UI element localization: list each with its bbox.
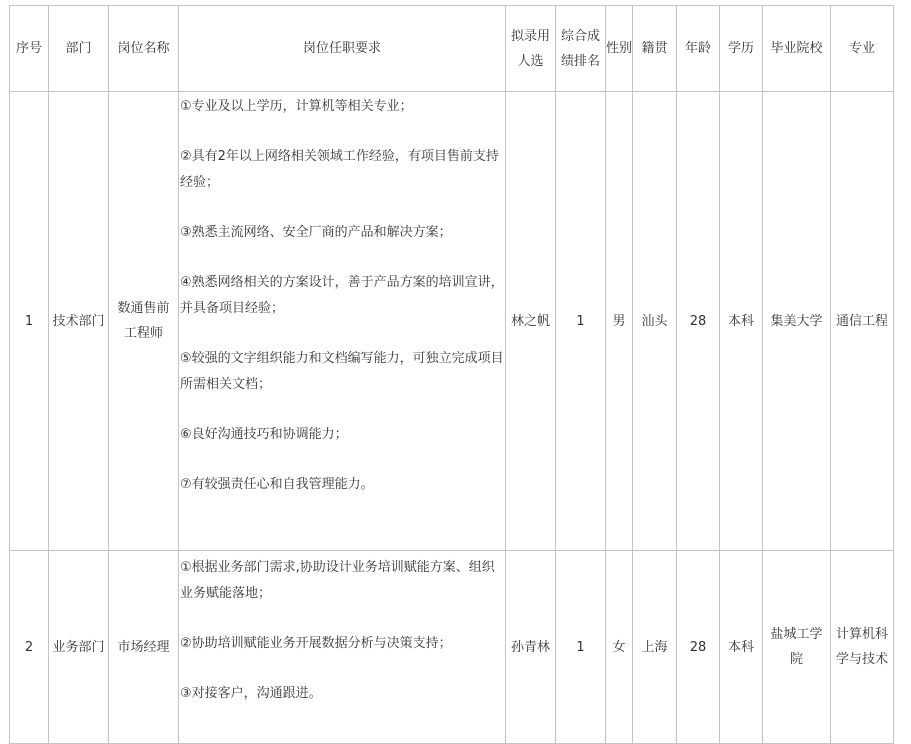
cell-education: 本科 [720, 551, 763, 744]
cell-major: 通信工程 [831, 92, 894, 551]
header-age: 年龄 [677, 6, 720, 92]
header-rank: 综合成绩排名 [556, 6, 606, 92]
cell-school: 盐城工学院 [763, 551, 831, 744]
cell-dept: 技术部门 [49, 92, 109, 551]
hiring-table [9, 5, 894, 744]
cell-candidate: 孙青林 [506, 551, 556, 744]
cell-gender: 女 [606, 551, 633, 744]
cell-position: 数通售前工程师 [109, 92, 179, 551]
requirement-item: ④熟悉网络相关的方案设计，善于产品方案的培训宣讲，并具备项目经验； [180, 275, 504, 316]
cell-position: 市场经理 [109, 551, 179, 744]
header-seq: 序号 [10, 6, 49, 92]
cell-major: 计算机科学与技术 [831, 551, 894, 744]
header-dept: 部门 [49, 6, 109, 92]
requirement-item: ①专业及以上学历，计算机等相关专业； [180, 99, 413, 114]
table-row [10, 551, 894, 744]
cell-seq: 2 [10, 551, 49, 744]
header-origin: 籍贯 [633, 6, 677, 92]
header-education: 学历 [720, 6, 763, 92]
header-school: 毕业院校 [763, 6, 831, 92]
header-candidate: 拟录用人选 [506, 6, 556, 92]
cell-age: 28 [677, 92, 720, 551]
header-row [10, 6, 894, 92]
requirement-item: ②具有2年以上网络相关领域工作经验，有项目售前支持经验； [180, 149, 499, 190]
cell-requirements [179, 551, 506, 744]
requirement-item: ③对接客户，沟通跟进。 [180, 686, 322, 701]
requirement-item: ③熟悉主流网络、安全厂商的产品和解决方案； [180, 225, 452, 240]
header-requirements: 岗位任职要求 [179, 6, 506, 92]
header-gender: 性别 [606, 6, 633, 92]
table-row [10, 92, 894, 551]
cell-gender: 男 [606, 92, 633, 551]
cell-rank: 1 [556, 551, 606, 744]
cell-candidate: 林之帆 [506, 92, 556, 551]
header-major: 专业 [831, 6, 894, 92]
cell-requirements [179, 92, 506, 551]
requirement-item: ⑥良好沟通技巧和协调能力； [180, 427, 348, 442]
requirement-item: ⑦有较强责任心和自我管理能力。 [180, 477, 374, 492]
cell-age: 28 [677, 551, 720, 744]
cell-rank: 1 [556, 92, 606, 551]
cell-seq: 1 [10, 92, 49, 551]
cell-origin: 汕头 [633, 92, 677, 551]
requirement-item: ⑤较强的文字组织能力和文档编写能力，可独立完成项目所需相关文档； [180, 351, 504, 392]
cell-origin: 上海 [633, 551, 677, 744]
requirement-item: ②协助培训赋能业务开展数据分析与决策支持； [180, 636, 452, 651]
cell-dept: 业务部门 [49, 551, 109, 744]
cell-education: 本科 [720, 92, 763, 551]
cell-school: 集美大学 [763, 92, 831, 551]
requirement-item: ①根据业务部门需求,协助设计业务培训赋能方案、组织业务赋能落地； [180, 560, 495, 601]
header-position: 岗位名称 [109, 6, 179, 92]
